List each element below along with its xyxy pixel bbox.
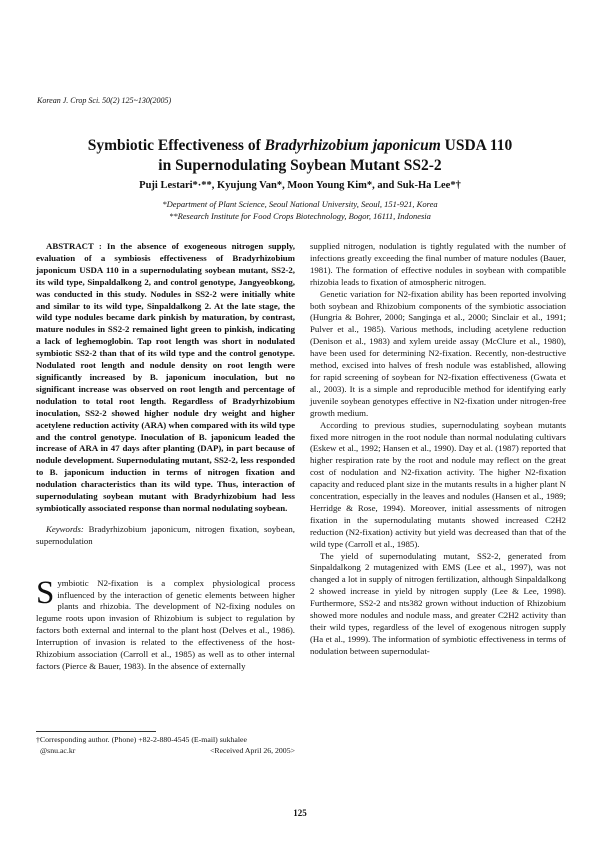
- introduction: [36, 574, 295, 673]
- drop-cap: S: [36, 574, 55, 611]
- footnote-line-2: [36, 745, 295, 756]
- page-number: 125: [293, 808, 307, 818]
- keywords: [36, 524, 295, 548]
- footnote: [36, 734, 295, 756]
- abstract: [36, 241, 295, 515]
- author-list: Puji Lestari*·**, Kyujung Van*, Moon Young Kim*, and Suk-Ha Lee*†: [139, 180, 461, 191]
- paper-title: [40, 136, 560, 176]
- body-paragraph-2: Genetic variation for N2-fixation ability has been reported involving both soybean and Rhizobium components of the symbiotic association (Hungria & Bohrer, 2000; Sanginga et al., 2000; Sinclair et al., 1991; Pulver et al., 1985). Various methods, including acetylene reduction (Denison et al., 1983) and xylem ureide assay (McClure et al., 1980), have been used for determining N2-fixation. Recently, non-destructive method, excised into halves of fresh nodule was established, allowing for rapid screening of soybean for N2-fixation effectiveness (Gwata et al., 2003). It is a simple and reproducible method for identifying early juvenile soybean genotypes effective in N2-fixation under nitrogen-free growth medium.: [310, 288, 566, 418]
- journal-citation: Korean J. Crop Sci. 50(2) 125~130(2005): [37, 96, 172, 105]
- title-line-1: Symbiotic Effectiveness of Bradyrhizobium japonicum USDA 110: [87, 137, 513, 154]
- title-line-2: in Supernodulating Soybean Mutant SS2-2: [158, 157, 442, 174]
- footnote-email: @snu.ac.kr: [40, 746, 76, 755]
- abstract-text: In the absence of exogeneous nitrogen supply, evaluation of a symbiosis effectiveness of Bradyrhizobium japonicum USDA 110 in a supernodulating soybean mutant, SS2-2, its wild type, Sinpaldalkong 2, and control genotype, Jangyeobkong, was conducted in this study. Nodules in SS2-2 were initially white and similar to its wild type, Sinpaldalkong 2. At the late stage, the wild type nodules became dark pinkish by maturation, by contrast, mature nodules in SS2-2 remained light green to pinkish, indicating a lack of leghemoglobin. Tap root length was short in nodulated symbiotic SS2-2 than that of its wild type and the control genotype. Nodulated root length and nodule density on root length were significantly increased by B. japonicum inoculation, but no significant increase was observed on root length and percentage of nodulation to total root length. Regardless of Bradyrhizobium inoculation, SS2-2 showed higher nodule dry weight and higher acetylene reduction activity (ARA) when compared with its wild type and the control genotype. Inoculation of B. japonicum leaded the increase of ARA in 47 days after planting (DAP), in part because of nodule development. Supernodulating mutant, SS2-2, less responded to B. japonicum induction in terms of nitrogen fixation and nodulation characteristics than its wild type. Thus, interaction of supernodulating soybean mutant with Bradyrhizobium had less symbiotically associated response than normal nodulating soybean.: [36, 241, 295, 513]
- left-column: [36, 241, 295, 673]
- footnote-divider: [36, 731, 156, 732]
- right-column: [310, 241, 566, 658]
- keywords-text: Bradyrhizobium japonicum, nitrogen fixation, soybean, supernodulation: [36, 523, 295, 546]
- received-date: <Received April 26, 2005>: [209, 746, 295, 755]
- affiliation-1: *Department of Plant Science, Seoul National University, Seoul, 151-921, Korea: [162, 199, 438, 209]
- keywords-label: Keywords:: [46, 523, 84, 534]
- intro-paragraph-1: ymbiotic N2-fixation is a complex physiological process influenced by the interaction of genetic elements between higher plants and rhizobia. The development of N2-fixing nodules on legume roots upon invasion of Rhizobium is subject to regulation by factors both external and internal to the plant host (Delves et al., 1986). Interruption of invasion is related to the effectiveness of the host-Rhizobium association (Carroll et al., 1985) as well as to other internal factors (Pierce & Bauer, 1983). In the absence of externally: [36, 577, 295, 671]
- body-paragraph-3: According to previous studies, supernodulating soybean mutants fixed more nitrogen in the root nodule than normal nodulating cultivars (Eskew et al., 1992; Hansen et al., 1990). Day et al. (1987) reported that higher respiration rate by the root and nodule may reflect on the great cost of nodulation and N2-fixation activity. The higher N2-fixation capacity and reduced plant size in the mutants results in a higher plant N concentration, especially in the leaves and nodules (Hansen et al., 1989; Herridge & Rose, 1994). Moreover, initial assessments of nitrogen fixation in the supernodulating mutants showed increased C2H2 reduction (N2-fixation) activity but yield was decreased than that of the wild type (Carroll et al., 1985).: [310, 419, 566, 549]
- abstract-label: ABSTRACT :: [46, 241, 102, 251]
- body-paragraph-1: supplied nitrogen, nodulation is tightly regulated with the number of infections greatly exceeding the final number of mature nodules (Bauer, 1981). The formation of effective nodules in soybean with compatible rhizobia leads to fixation of atmospheric nitrogen.: [310, 241, 566, 287]
- body-paragraph-4: The yield of supernodulating mutant, SS2-2, generated from Sinpaldalkong 2 mutagenized with EMS (Lee et al., 1997), was not changed a lot in supply of nitrogen fertilization, although Sinpaldalkong 2 showed increase in yield by nitrogen supply (Lee & Lee, 1998). Furthermore, SS2-2 and nts382 grown without induction of Rhizobium showed more nodules and nodule mass, and greater C2H2 activity than their wild types, regardless of the level of exogenous nitrogen supply (Ha et al., 1999). The information of symbiotic effectiveness in terms of nodulation between supernodulat-: [310, 550, 566, 656]
- affiliation-2: **Research Institute for Food Crops Biotechnology, Bogor, 16111, Indonesia: [169, 211, 431, 221]
- footnote-line-1: †Corresponding author. (Phone) +82-2-880-4545 (E-mail) sukhalee: [36, 735, 247, 744]
